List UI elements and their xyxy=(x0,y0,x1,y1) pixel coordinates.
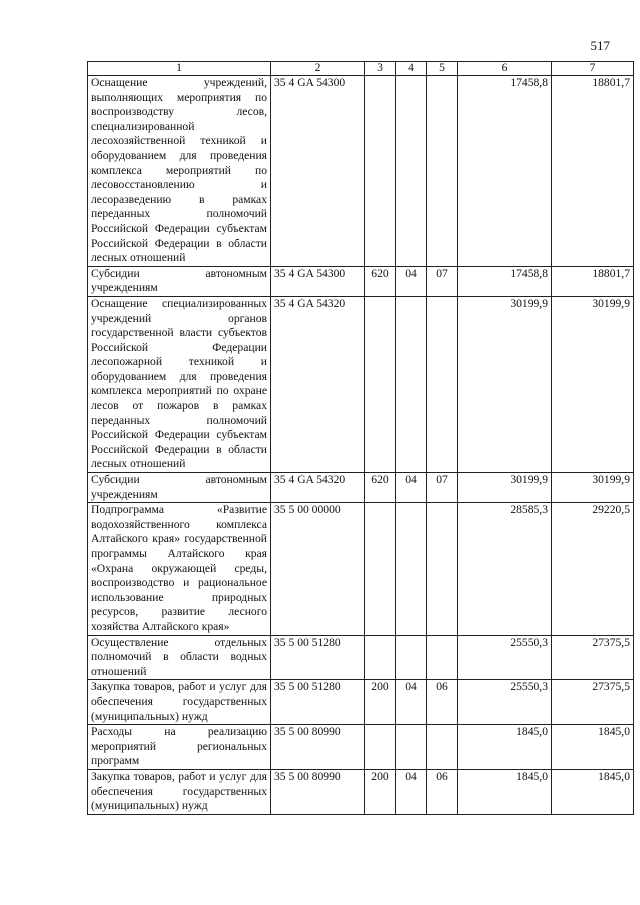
row-expense-type: 200 xyxy=(365,680,396,725)
row-amount-2: 30199,9 xyxy=(552,296,634,472)
row-expense-type xyxy=(365,76,396,267)
row-amount-2: 27375,5 xyxy=(552,635,634,680)
row-target-code: 35 5 00 00000 xyxy=(271,503,365,635)
table-row xyxy=(88,503,634,635)
row-amount-2: 27375,5 xyxy=(552,680,634,725)
row-expense-type xyxy=(365,503,396,635)
row-section: 04 xyxy=(396,473,427,503)
row-subsection xyxy=(427,76,458,267)
row-target-code: 35 4 GA 54300 xyxy=(271,76,365,267)
row-amount-1: 28585,3 xyxy=(458,503,552,635)
header-col-4: 4 xyxy=(396,62,427,76)
header-row xyxy=(88,62,634,76)
row-expense-type: 620 xyxy=(365,266,396,296)
page-number: 517 xyxy=(590,38,610,53)
row-section xyxy=(396,76,427,267)
table-row xyxy=(88,266,634,296)
row-amount-2: 29220,5 xyxy=(552,503,634,635)
row-expense-type: 620 xyxy=(365,473,396,503)
row-amount-1: 30199,9 xyxy=(458,296,552,472)
row-expense-type: 200 xyxy=(365,769,396,814)
row-section: 04 xyxy=(396,769,427,814)
row-target-code: 35 5 00 51280 xyxy=(271,635,365,680)
row-subsection: 07 xyxy=(427,473,458,503)
row-target-code: 35 5 00 80990 xyxy=(271,769,365,814)
budget-table xyxy=(87,61,634,815)
row-amount-1: 25550,3 xyxy=(458,635,552,680)
row-description: Субсидии автономным учреждениям xyxy=(88,266,271,296)
row-target-code: 35 5 00 80990 xyxy=(271,725,365,770)
row-subsection xyxy=(427,635,458,680)
row-subsection: 06 xyxy=(427,769,458,814)
row-target-code: 35 4 GA 54320 xyxy=(271,473,365,503)
row-section xyxy=(396,725,427,770)
row-description: Осуществление отдельных полномочий в области водных отношений xyxy=(88,635,271,680)
row-expense-type xyxy=(365,725,396,770)
header-col-7: 7 xyxy=(552,62,634,76)
table-row xyxy=(88,473,634,503)
row-target-code: 35 4 GA 54320 xyxy=(271,296,365,472)
row-amount-1: 30199,9 xyxy=(458,473,552,503)
header-col-6: 6 xyxy=(458,62,552,76)
row-description: Оснащение учреждений, выполняющих мероприятия по воспроизводству лесов, специализированной лесохозяйственной техникой и оборудованием для проведения комплекса мероприятий по лесовосстановлению и лесоразведению в рамках переданных полномочий Российской Федерации субъектам Российской Федерации в области лесных отношений xyxy=(88,76,271,267)
table-row xyxy=(88,76,634,267)
row-subsection xyxy=(427,296,458,472)
header-col-3: 3 xyxy=(365,62,396,76)
row-amount-2: 1845,0 xyxy=(552,769,634,814)
table-row xyxy=(88,296,634,472)
row-description: Расходы на реализацию мероприятий региональных программ xyxy=(88,725,271,770)
row-section xyxy=(396,503,427,635)
row-section xyxy=(396,635,427,680)
row-subsection xyxy=(427,725,458,770)
row-subsection: 07 xyxy=(427,266,458,296)
row-target-code: 35 5 00 51280 xyxy=(271,680,365,725)
header-col-5: 5 xyxy=(427,62,458,76)
row-description: Закупка товаров, работ и услуг для обеспечения государственных (муниципальных) нужд xyxy=(88,769,271,814)
header-col-1: 1 xyxy=(88,62,271,76)
row-amount-2: 30199,9 xyxy=(552,473,634,503)
row-amount-2: 1845,0 xyxy=(552,725,634,770)
row-amount-2: 18801,7 xyxy=(552,76,634,267)
row-amount-1: 1845,0 xyxy=(458,725,552,770)
table-row xyxy=(88,725,634,770)
row-section: 04 xyxy=(396,266,427,296)
row-section: 04 xyxy=(396,680,427,725)
row-description: Закупка товаров, работ и услуг для обеспечения государственных (муниципальных) нужд xyxy=(88,680,271,725)
row-amount-1: 17458,8 xyxy=(458,76,552,267)
row-section xyxy=(396,296,427,472)
row-target-code: 35 4 GA 54300 xyxy=(271,266,365,296)
row-expense-type xyxy=(365,296,396,472)
row-description: Подпрограмма «Развитие водохозяйственного комплекса Алтайского края» государственной программы Алтайского края «Охрана окружающей среды, воспроизводство и рациональное использование природных ресурсов, развитие лесного хозяйства Алтайского края» xyxy=(88,503,271,635)
row-amount-1: 1845,0 xyxy=(458,769,552,814)
table-row xyxy=(88,635,634,680)
table-row xyxy=(88,680,634,725)
row-subsection: 06 xyxy=(427,680,458,725)
row-amount-1: 25550,3 xyxy=(458,680,552,725)
row-description: Субсидии автономным учреждениям xyxy=(88,473,271,503)
row-subsection xyxy=(427,503,458,635)
header-col-2: 2 xyxy=(271,62,365,76)
row-amount-1: 17458,8 xyxy=(458,266,552,296)
row-amount-2: 18801,7 xyxy=(552,266,634,296)
row-description: Оснащение специализированных учреждений органов государственной власти субъектов Российской Федерации лесопожарной техникой и оборудованием для проведения комплекса мероприятий по охране лесов от пожаров в рамках переданных полномочий Российской Федерации субъектам Российской Федерации в области лесных отношений xyxy=(88,296,271,472)
table-row xyxy=(88,769,634,814)
row-expense-type xyxy=(365,635,396,680)
